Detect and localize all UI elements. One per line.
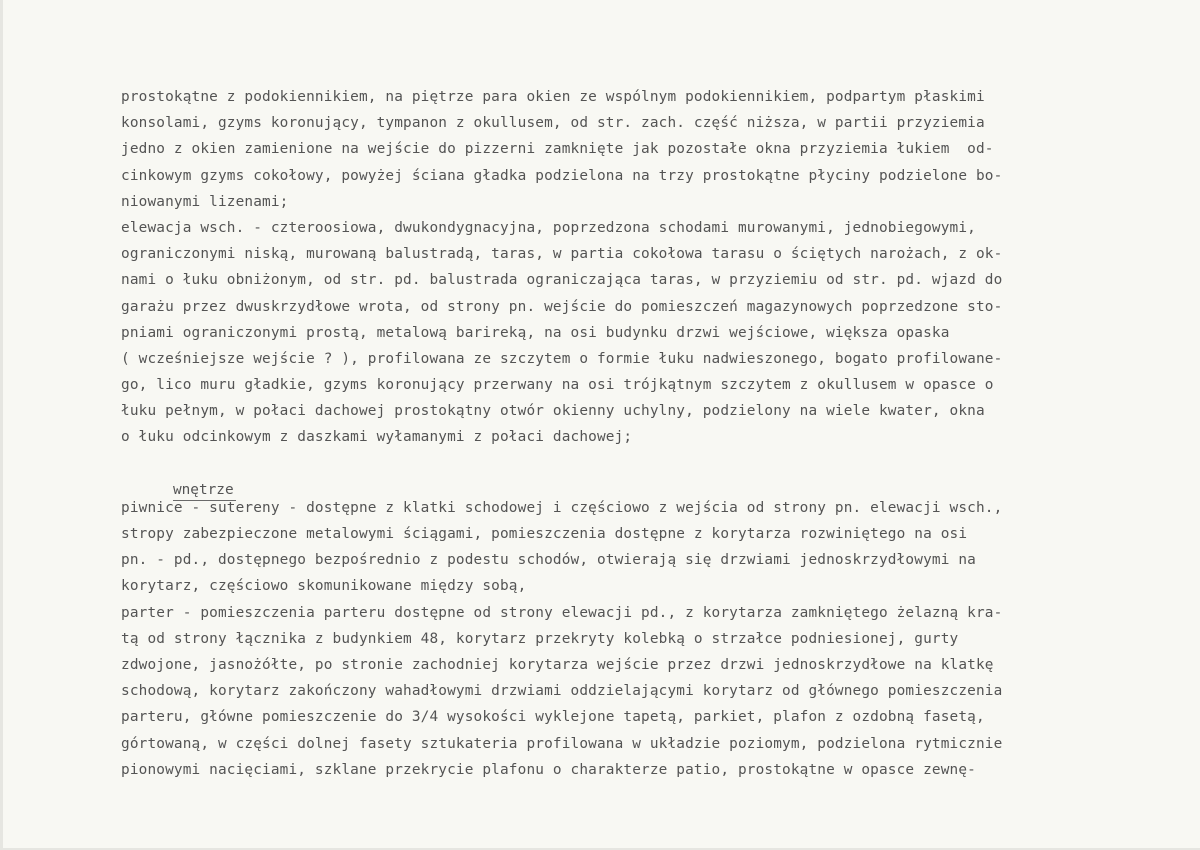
- text-line: jedno z okien zamienione na wejście do pizzerni zamknięte jak pozostałe okna przyziemia łukiem od-: [121, 141, 994, 158]
- text-line: go, lico muru gładkie, gzyms koronujący przerwany na osi trójkątnym szczytem z okullusem w opasce o: [121, 377, 994, 394]
- text-line: parteru, główne pomieszczenie do 3/4 wysokości wyklejone tapetą, parkiet, plafon z ozdobną fasetą,: [121, 709, 985, 726]
- section-heading-line: [121, 451, 1141, 498]
- text-line: piwnice - sutereny - dostępne z klatki schodowej i częściowo z wejścia od strony pn. elewacji wsch.,: [121, 499, 1003, 516]
- text-line: ograniczonymi niską, murowaną balustradą, taras, w partia cokołowa tarasu o ściętych narożach, z ok-: [121, 246, 1003, 263]
- text-line: schodową, korytarz zakończony wahadłowymi drzwiami oddzielającymi korytarz od głównego pomieszczenia: [121, 683, 1003, 700]
- text-line: górtowaną, w części dolnej fasety sztukateria profilowana w układzie poziomym, podzielona rytmicznie: [121, 735, 1003, 752]
- text-line: elewacja wsch. - czteroosiowa, dwukondygnacyjna, poprzedzona schodami murowanymi, jednobiegowymi,: [121, 219, 976, 236]
- text-line: niowanymi lizenami;: [121, 193, 289, 210]
- text-line: tą od strony łącznika z budynkiem 48, korytarz przekryty kolebką o strzałce podniesionej, gurty: [121, 630, 959, 647]
- text-line: parter - pomieszczenia parteru dostępne od strony elewacji pd., z korytarza zamkniętego żelazną kra-: [121, 604, 1003, 621]
- text-line: korytarz, częściowo skomunikowane między sobą,: [121, 578, 527, 595]
- section-heading: wnętrze: [173, 480, 236, 501]
- text-line: pn. - pd., dostępnego bezpośrednio z podestu schodów, otwierają się drzwiami jednoskrzydłowymi na: [121, 552, 976, 569]
- section-exterior: [121, 84, 1141, 451]
- text-line: pionowymi nacięciami, szklane przekrycie plafonu o charakterze patio, prostokątne w opasce zewnę-: [121, 761, 976, 778]
- text-line: nami o łuku obniżonym, od str. pd. balustrada ograniczająca taras, w przyziemiu od str. pd. wjazd do: [121, 272, 1003, 289]
- section-interior: [121, 495, 1141, 783]
- document-text: [121, 84, 1141, 783]
- text-line: prostokątne z podokiennikiem, na piętrze para okien ze wspólnym podokiennikiem, podpartym płaskimi: [121, 89, 985, 105]
- text-line: zdwojone, jasnożółte, po stronie zachodniej korytarza wejście przez drzwi jednoskrzydłowe na klatkę: [121, 656, 994, 673]
- text-line: łuku pełnym, w połaci dachowej prostokątny otwór okienny uchylny, podzielony na wiele kwater, okna: [121, 403, 985, 420]
- text-line: o łuku odcinkowym z daszkami wyłamanymi z połaci dachowej;: [121, 429, 633, 446]
- text-line: pniami ograniczonymi prostą, metalową barireką, na osi budynku drzwi wejściowe, większa opaska: [121, 324, 950, 341]
- text-line: stropy zabezpieczone metalowymi ściągami, pomieszczenia dostępne z korytarza rozwiniętego na osi: [121, 526, 968, 542]
- heading-spacer: [121, 477, 1141, 495]
- text-line: garażu przez dwuskrzydłowe wrota, od strony pn. wejście do pomieszczeń magazynowych poprzedzone sto-: [121, 298, 1003, 315]
- text-line: ( wcześniejsze wejście ? ), profilowana ze szczytem o formie łuku nadwieszonego, bogato profilowane-: [121, 350, 1003, 367]
- text-line: cinkowym gzyms cokołowy, powyżej ściana gładka podzielona na trzy prostokątne płyciny podzielone bo-: [121, 167, 1003, 184]
- text-line: konsolami, gzyms koronujący, tympanon z okullusem, od str. zach. część niższa, w partii przyziemia: [121, 115, 985, 132]
